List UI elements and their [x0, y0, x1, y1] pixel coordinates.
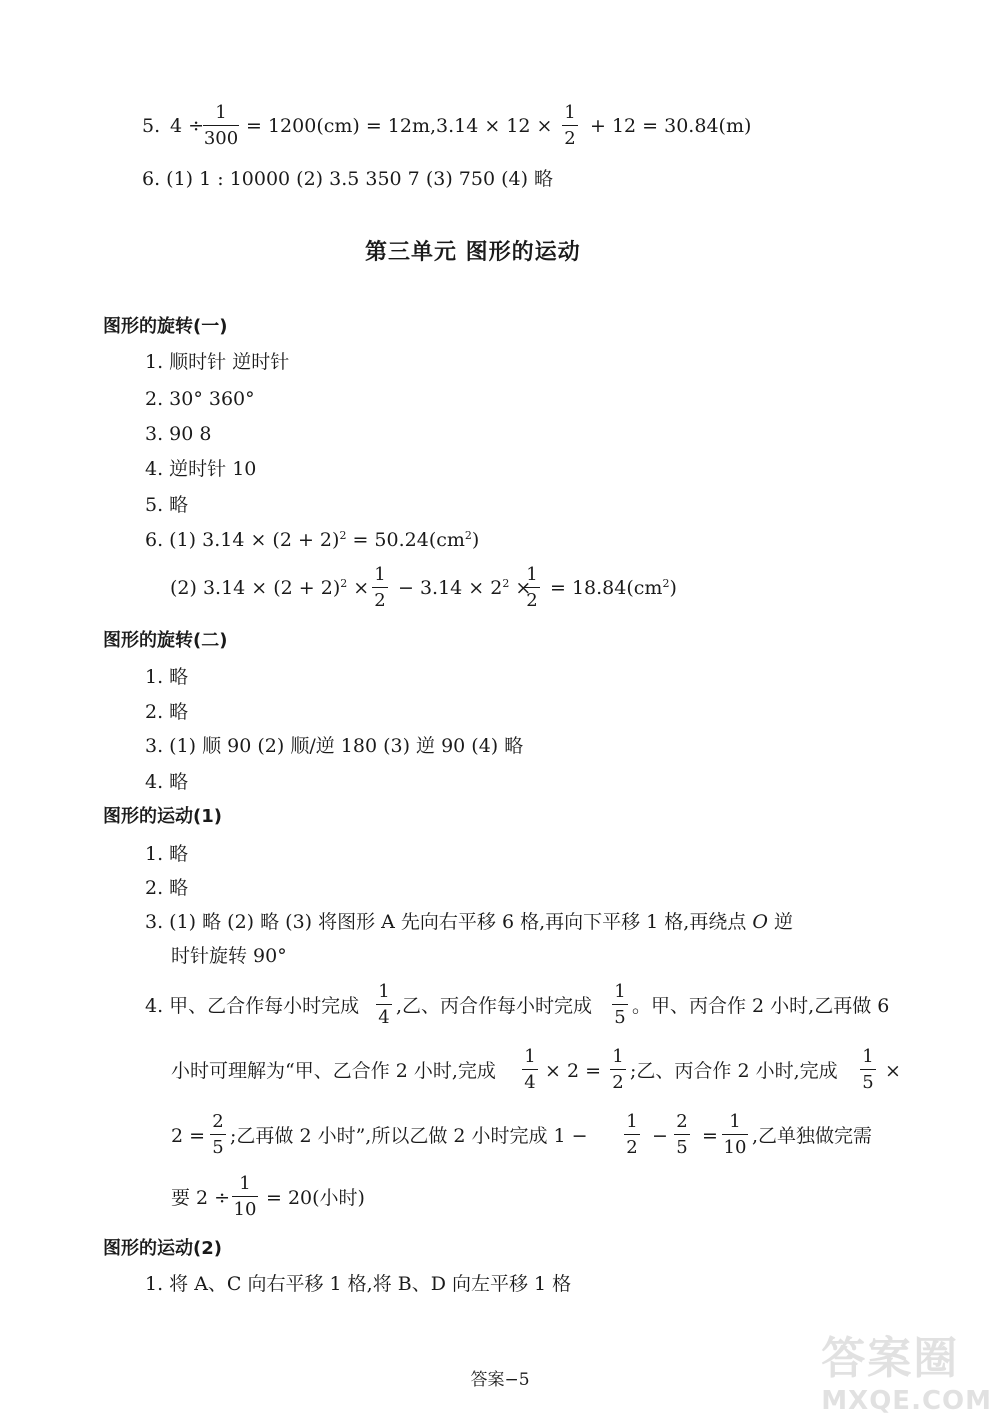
point-o-label: O — [752, 911, 768, 933]
exponent: 2 — [339, 529, 347, 542]
answer-3-line-2: 时针旋转 90° — [171, 945, 287, 967]
section-heading-rotation-1: 图形的旋转(一) — [103, 316, 228, 337]
expr-text: 6. (1) 3.14 × (2 + 2) — [145, 529, 340, 551]
fraction — [610, 1048, 626, 1092]
section-heading-motion-1: 图形的运动(1) — [103, 806, 222, 827]
fraction-numerator: 2 — [212, 1111, 224, 1132]
expr-text: − 3.14 × 2 — [398, 577, 503, 599]
answer-line: 4. 略 — [145, 771, 189, 793]
fraction-numerator: 1 — [614, 981, 626, 1002]
fraction-denominator: 5 — [614, 1007, 626, 1028]
fraction — [674, 1113, 690, 1157]
watermark-url: MXQE.COM — [821, 1386, 992, 1416]
answer-4-text: 要 2 ÷ — [171, 1187, 231, 1209]
answer-4-text: − — [652, 1125, 668, 1147]
answer-3-line-1 — [145, 913, 793, 932]
exponent: 2 — [502, 577, 510, 590]
answer-4-text: ;乙再做 2 小时”,所以乙做 2 小时完成 1 − — [230, 1125, 588, 1147]
fraction-denominator: 2 — [612, 1072, 624, 1093]
fraction-numerator: 1 — [239, 1173, 251, 1194]
answer-4-text: ,乙、丙合作每小时完成 — [396, 995, 593, 1017]
answer-6-2-a — [170, 579, 369, 598]
answer-line: 3. (1) 顺 90 (2) 顺/逆 180 (3) 逆 90 (4) 略 — [145, 735, 524, 757]
answer-5-part-a: 4 ÷ — [170, 115, 205, 137]
fraction-numerator: 1 — [862, 1046, 874, 1067]
answer-4-text: 2 = — [171, 1125, 206, 1147]
fraction-numerator: 1 — [729, 1111, 741, 1132]
expr-text: ) — [669, 577, 677, 599]
answer-line: 1. 将 A、C 向右平移 1 格,将 B、D 向左平移 1 格 — [145, 1273, 572, 1295]
fraction — [522, 1048, 538, 1092]
answer-text: 3. (1) 略 (2) 略 (3) 将图形 A 先向右平移 6 格,再向下平移 1 格,再绕点 — [145, 911, 753, 933]
fraction — [860, 1048, 876, 1092]
answer-line: 2. 略 — [145, 701, 189, 723]
unit-title: 第三单元 图形的运动 — [365, 240, 581, 265]
answer-line: 2. 30° 360° — [145, 388, 255, 410]
answer-4-text: 4. 甲、乙合作每小时完成 — [145, 995, 360, 1017]
section-heading-rotation-2: 图形的旋转(二) — [103, 630, 228, 651]
fraction — [372, 566, 388, 610]
fraction-denominator: 10 — [723, 1137, 747, 1158]
fraction — [612, 983, 628, 1027]
expr-text: ) — [471, 529, 480, 551]
fraction — [376, 983, 392, 1027]
answer-4-text: ,乙单独做完需 — [752, 1125, 873, 1147]
fraction — [203, 104, 239, 148]
answer-line: 1. 略 — [145, 666, 189, 688]
fraction — [210, 1113, 226, 1157]
answer-6-2-b — [398, 579, 531, 598]
expr-text: (2) 3.14 × (2 + 2) — [170, 577, 341, 599]
fraction-denominator: 5 — [676, 1137, 688, 1158]
page-footer: 答案−5 — [470, 1370, 530, 1390]
fraction-denominator: 300 — [203, 128, 239, 149]
answer-5-part-b: = 1200(cm) = 12m,3.14 × 12 × — [246, 115, 553, 137]
fraction-numerator: 1 — [374, 564, 386, 585]
answer-4-text: × — [885, 1060, 901, 1082]
answer-text: 逆 — [767, 911, 793, 933]
fraction-denominator: 2 — [626, 1137, 638, 1158]
fraction-denominator: 2 — [564, 128, 576, 149]
fraction-numerator: 1 — [626, 1111, 638, 1132]
fraction-numerator: 1 — [524, 1046, 536, 1067]
fraction — [624, 1113, 640, 1157]
answer-4-text: 小时可理解为“甲、乙合作 2 小时,完成 — [171, 1060, 496, 1082]
fraction — [232, 1175, 258, 1219]
answer-6-1 — [145, 531, 479, 550]
answer-4-text: ;乙、丙合作 2 小时,完成 — [630, 1060, 838, 1082]
answer-line: 1. 顺时针 逆时针 — [145, 351, 290, 373]
answer-4-text: = 20(小时) — [266, 1187, 365, 1209]
answer-4-text: 。甲、丙合作 2 小时,乙再做 6 — [632, 995, 890, 1017]
fraction-numerator: 2 — [676, 1111, 688, 1132]
fraction-denominator: 5 — [862, 1072, 874, 1093]
fraction — [524, 566, 540, 610]
answer-4-text: × 2 = — [545, 1060, 602, 1082]
answer-line: 2. 略 — [145, 877, 189, 899]
answer-line: 4. 逆时针 10 — [145, 458, 257, 480]
fraction-denominator: 4 — [524, 1072, 536, 1093]
answer-5-part-c: + 12 = 30.84(m) — [590, 115, 752, 137]
fraction-denominator: 2 — [526, 590, 538, 611]
fraction-numerator: 1 — [564, 102, 576, 123]
answer-6-2-c — [550, 579, 677, 598]
expr-text: = 18.84(cm — [550, 577, 663, 599]
section-heading-motion-2: 图形的运动(2) — [103, 1238, 222, 1259]
answer-line: 1. 略 — [145, 843, 189, 865]
answer-5-num: 5. — [142, 115, 161, 137]
exponent: 2 — [662, 577, 670, 590]
fraction-denominator: 10 — [233, 1199, 257, 1220]
answer-4-text: = — [702, 1125, 718, 1147]
answer-line: 3. 90 8 — [145, 423, 212, 445]
watermark-logo: 答案圈 — [821, 1333, 960, 1384]
fraction-denominator: 5 — [212, 1137, 224, 1158]
fraction-numerator: 1 — [526, 564, 538, 585]
expr-text: = 50.24(cm — [346, 529, 465, 551]
answer-6: 6. (1) 1 : 10000 (2) 3.5 350 7 (3) 750 (4) 略 — [142, 168, 554, 190]
expr-text: × — [347, 577, 370, 599]
fraction-numerator: 1 — [378, 981, 390, 1002]
fraction-denominator: 4 — [378, 1007, 390, 1028]
fraction-numerator: 1 — [612, 1046, 624, 1067]
answer-line: 5. 略 — [145, 494, 189, 516]
fraction — [722, 1113, 748, 1157]
fraction — [562, 104, 578, 148]
exponent: 2 — [464, 529, 472, 542]
fraction-numerator: 1 — [215, 102, 227, 123]
fraction-denominator: 2 — [374, 590, 386, 611]
expr-text: × — [509, 577, 532, 599]
watermark — [821, 1322, 992, 1416]
exponent: 2 — [340, 577, 348, 590]
